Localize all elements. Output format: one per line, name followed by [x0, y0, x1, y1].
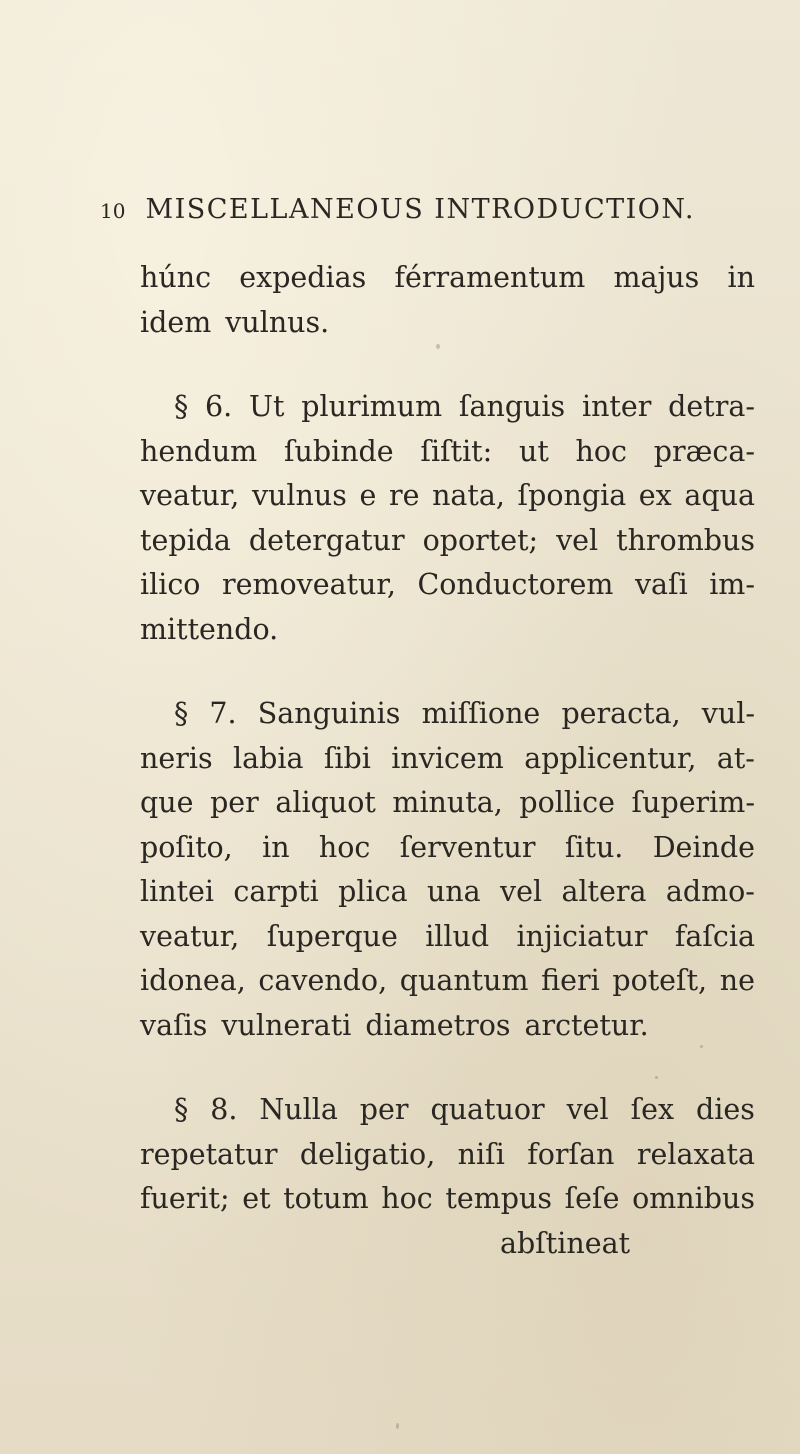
word: diametros: [365, 1008, 511, 1042]
word: arctetur.: [524, 1008, 649, 1042]
word: ſpongia: [517, 479, 627, 512]
body-text: [140, 256, 755, 1266]
word: illud: [425, 919, 490, 953]
word: ſubinde: [283, 434, 394, 468]
word: vel: [500, 875, 543, 908]
word: aqua: [684, 479, 755, 512]
running-head: MISCELLANEOUS INTRODUCTION.: [145, 194, 695, 225]
word: §: [174, 390, 189, 423]
word: Ut: [249, 390, 285, 423]
word: relaxata: [636, 1137, 755, 1171]
word: ſanguis: [458, 390, 566, 423]
text-line: [140, 301, 755, 346]
word: vulnus: [251, 479, 347, 512]
word: per: [359, 1093, 409, 1126]
word: faſcia: [674, 919, 755, 953]
word: expedias: [239, 261, 367, 294]
word: ne: [719, 964, 755, 997]
word: plurimum: [301, 390, 443, 423]
word: peracta,: [561, 697, 681, 730]
word: repetatur: [140, 1137, 278, 1171]
word: poſito,: [140, 830, 233, 864]
word: omnibus: [632, 1182, 755, 1215]
paper-speck: [396, 1423, 399, 1429]
word: ſeſe: [564, 1182, 620, 1215]
word: mittendo.: [140, 612, 279, 646]
text-line: [140, 959, 755, 1004]
text-line: [140, 870, 755, 915]
word: tempus: [445, 1182, 552, 1215]
word: quantum: [399, 964, 529, 997]
word: totum: [283, 1182, 369, 1215]
word: ſibi: [323, 741, 371, 775]
word: fuerit;: [140, 1182, 230, 1215]
word: ilico: [140, 568, 201, 601]
word: ſuperque: [266, 919, 398, 953]
word: in: [262, 830, 290, 864]
page-header: [100, 194, 740, 234]
text-line: [140, 519, 755, 564]
word: ſex: [630, 1093, 675, 1126]
word: majus: [613, 261, 700, 294]
word: ſerventur: [399, 830, 536, 864]
word: hendum: [140, 434, 258, 468]
word: férramentum: [394, 261, 586, 294]
word: 8.: [210, 1093, 238, 1126]
word: idem: [140, 305, 212, 339]
word: ex: [638, 479, 672, 512]
word: pollice: [519, 786, 615, 819]
word: húnc: [140, 261, 212, 294]
word: injiciatur: [516, 919, 648, 953]
catchword: abſtineat: [500, 1226, 631, 1260]
word: ſuperim-: [631, 786, 755, 819]
word: nata,: [432, 479, 505, 512]
word: cavendo,: [258, 964, 388, 997]
word: poteſt,: [612, 964, 708, 997]
word: veatur,: [140, 919, 240, 953]
word: forſan: [527, 1137, 615, 1171]
paper-speck: [700, 1045, 703, 1048]
word: tepida: [140, 523, 231, 557]
word: minuta,: [392, 786, 503, 819]
word: præca-: [653, 434, 755, 468]
word: altera: [561, 875, 647, 908]
text-line: [140, 915, 755, 960]
word: invicem: [391, 741, 504, 775]
word: im-: [709, 568, 755, 601]
word: ſitu.: [564, 830, 624, 864]
word: Nulla: [259, 1093, 338, 1126]
word: oportet;: [422, 523, 539, 557]
word: vulnerati: [221, 1008, 352, 1042]
word: vaſi: [634, 568, 688, 601]
word: Conductorem: [417, 568, 614, 601]
word: inter: [581, 390, 652, 423]
paper-speck: [655, 1076, 658, 1079]
word: dies: [696, 1093, 755, 1126]
word: miſſione: [421, 697, 541, 730]
word: detra-: [668, 390, 755, 423]
word: deligatio,: [299, 1137, 436, 1171]
word: niſi: [457, 1137, 505, 1171]
word: et: [242, 1182, 271, 1215]
word: vulnus.: [225, 305, 330, 339]
word: fieri: [541, 964, 600, 997]
paragraph-gap: [140, 652, 755, 692]
paragraph-gap: [140, 1048, 755, 1088]
word: thrombus: [616, 523, 755, 557]
text-line: [140, 256, 755, 301]
text-line: [140, 737, 755, 782]
word: una: [426, 875, 481, 908]
word: hoc: [381, 1182, 433, 1215]
word: 6.: [205, 390, 233, 423]
word: vel: [566, 1093, 609, 1126]
word: hoc: [575, 434, 628, 468]
text-line: [140, 1133, 755, 1178]
word: neris: [140, 741, 213, 775]
word: in: [727, 261, 755, 294]
word: carpti: [233, 875, 319, 908]
text-line: [140, 474, 755, 519]
word: 7.: [209, 697, 237, 730]
word: applicentur,: [524, 741, 697, 775]
word: Sanguinis: [257, 697, 401, 730]
word: Deinde: [652, 830, 755, 864]
word: lintei: [140, 875, 215, 908]
word: idonea,: [140, 964, 246, 997]
word: ſiſtit:: [420, 434, 493, 468]
paper-speck: [436, 344, 440, 349]
word: admo-: [665, 875, 755, 908]
text-line: [140, 1004, 755, 1049]
word: e: [359, 479, 377, 512]
word: ut: [518, 434, 549, 468]
word: aliquot: [275, 786, 376, 819]
word: at-: [716, 741, 755, 775]
text-line: [140, 692, 755, 737]
word: re: [388, 479, 420, 512]
word: plica: [338, 875, 408, 908]
text-line: [140, 1177, 755, 1222]
page-number: 10: [100, 199, 126, 223]
word: labia: [232, 741, 304, 775]
text-line: [140, 385, 755, 430]
word: vaſis: [140, 1008, 208, 1042]
word: vel: [556, 523, 599, 557]
word: detergatur: [248, 523, 405, 557]
text-line: [140, 826, 755, 871]
text-line: [140, 430, 755, 475]
word: que: [140, 786, 194, 819]
text-line: [140, 1088, 755, 1133]
word: quatuor: [430, 1093, 545, 1126]
paragraph-gap: [140, 345, 755, 385]
word: vul-: [701, 697, 755, 730]
text-line: [140, 563, 755, 608]
word: §: [174, 697, 189, 730]
word: hoc: [318, 830, 371, 864]
text-line: [140, 608, 755, 653]
word: veatur,: [140, 479, 240, 512]
word: §: [174, 1093, 189, 1126]
word: per: [210, 786, 259, 819]
text-line: [140, 781, 755, 826]
word: removeatur,: [221, 568, 396, 601]
